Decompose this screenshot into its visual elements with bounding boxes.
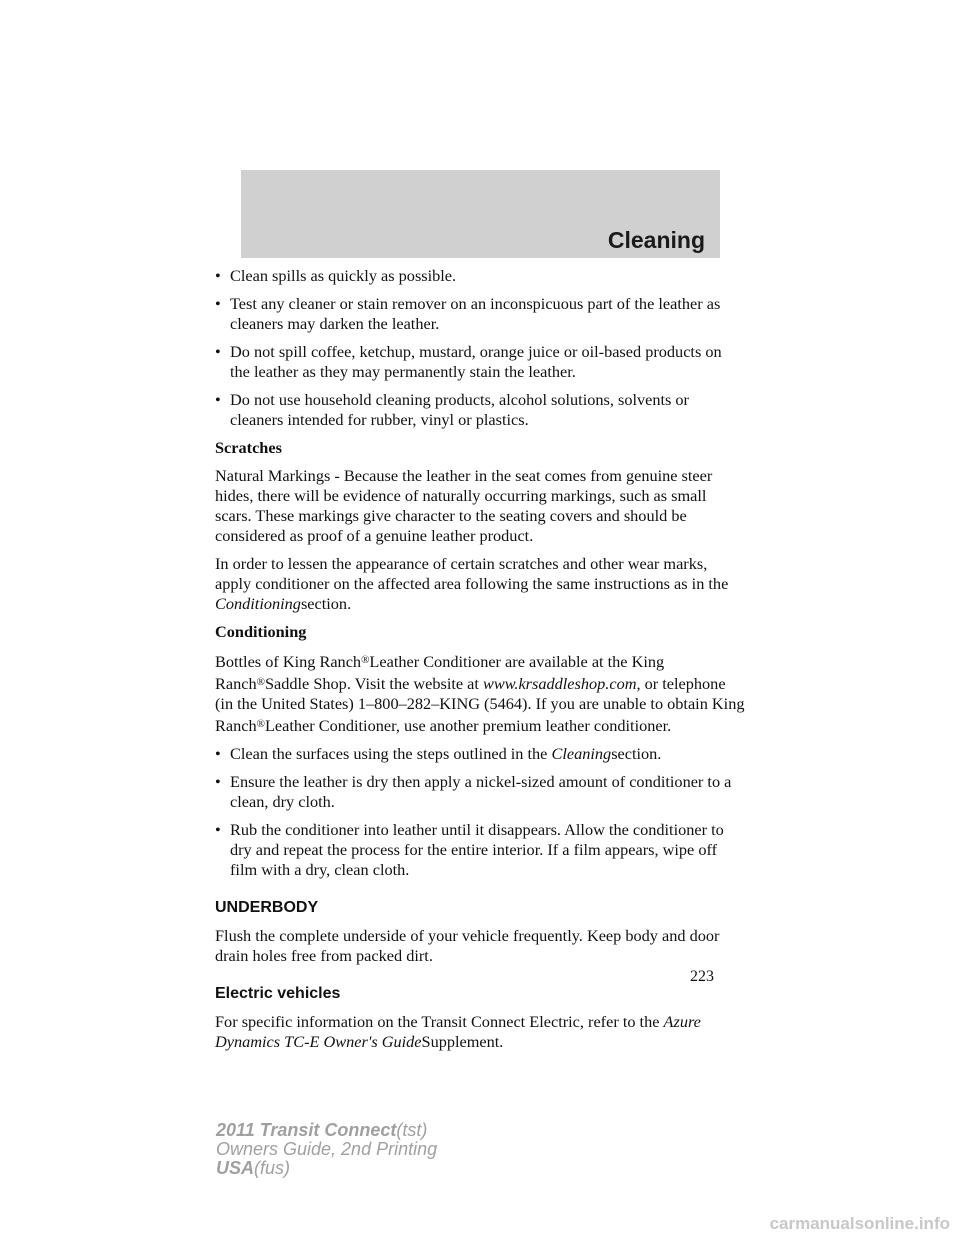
section-header-band [241, 170, 720, 258]
list-item-text: Test any cleaner or stain remover on an inconspicuous part of the leather as cleaners may darken the leather. [230, 294, 721, 333]
bullet-icon: • [215, 294, 221, 313]
list-item [215, 820, 745, 880]
scratches-p2-text: In order to lessen the appearance of certain scratches and other wear marks, apply conditioner on the affected area following the same instructions as in the [215, 554, 729, 593]
list-item [215, 342, 745, 382]
bullet-icon: • [215, 744, 221, 763]
list-item-text: Do not use household cleaning products, alcohol solutions, solvents or cleaners intended for rubber, vinyl or plastics. [230, 390, 689, 429]
electric-vehicles-paragraph [215, 1012, 745, 1052]
bullet-text: Clean the surfaces using the steps outlined in the [230, 744, 552, 763]
electric-text: For specific information on the Transit Connect Electric, refer to the [215, 1012, 664, 1031]
electric-text-tail: Supplement. [421, 1032, 504, 1051]
conditioning-reference: Conditioning [215, 594, 301, 613]
registered-mark: ® [256, 718, 265, 730]
list-item-text: Ensure the leather is dry then apply a nickel-sized amount of conditioner to a clean, dry cloth. [230, 772, 732, 811]
page-body [215, 266, 745, 1060]
conditioning-text-4: , or telephone (in the United States) 1–800–282–KING (5464). If you are unable to obtain King Ranch [215, 674, 745, 735]
list-item-text: Clean spills as quickly as possible. [230, 266, 457, 285]
bullet-icon: • [215, 390, 221, 409]
bullet-icon: • [215, 342, 221, 361]
conditioning-text-2: Leather Conditioner are available at the King Ranch [215, 652, 665, 693]
list-item [215, 390, 745, 430]
cleaning-reference: Cleaning [551, 744, 612, 763]
list-item [215, 744, 745, 764]
website-link[interactable]: www.krsaddleshop.com [483, 674, 637, 693]
bullet-icon: • [215, 820, 221, 839]
footer-line-1 [216, 1121, 437, 1140]
underbody-paragraph: Flush the complete underside of your vehicle frequently. Keep body and door drain holes free from packed dirt. [215, 926, 720, 965]
footer-model: 2011 Transit Connect [216, 1120, 397, 1140]
conditioning-paragraph [215, 650, 745, 736]
list-item-text: Rub the conditioner into leather until it disappears. Allow the conditioner to dry and repeat the process for the entire interior. If a film appears, wipe off film with a dry, clean cloth. [230, 820, 724, 879]
list-item-text: Do not spill coffee, ketchup, mustard, orange juice or oil-based products on the leather as they may permanently stain the leather. [230, 342, 722, 381]
scratches-p2-tail: section. [300, 594, 352, 613]
print-footer [216, 1121, 437, 1178]
bullet-text-tail: section. [611, 744, 662, 763]
conditioning-text-1: Bottles of King Ranch [215, 652, 362, 671]
section-title: Cleaning [607, 227, 705, 253]
bullet-icon: • [215, 266, 221, 285]
footer-line-3 [216, 1159, 437, 1178]
list-item [215, 294, 745, 334]
underbody-heading: UNDERBODY [215, 899, 319, 916]
list-item-text [230, 744, 661, 763]
conditioning-heading: Conditioning [215, 622, 307, 641]
list-item [215, 266, 745, 286]
list-item [215, 772, 745, 812]
registered-mark: ® [361, 654, 370, 666]
bullet-icon: • [215, 772, 221, 791]
footer-market-code: (fus) [254, 1158, 291, 1178]
watermark: carmanualsonline.info [769, 1214, 950, 1233]
scratches-paragraph-2 [215, 554, 745, 614]
footer-model-code: (tst) [396, 1120, 428, 1140]
conditioning-text-5: Leather Conditioner, use another premium leather conditioner. [264, 716, 672, 735]
page-number: 223 [690, 968, 714, 985]
supplement-reference: Azure Dynamics TC-E Owner's Guide [215, 1012, 701, 1051]
registered-mark: ® [256, 676, 265, 688]
electric-vehicles-heading: Electric vehicles [215, 985, 341, 1002]
footer-line-2: Owners Guide, 2nd Printing [216, 1139, 438, 1159]
scratches-heading: Scratches [215, 438, 282, 457]
scratches-paragraph-1: Natural Markings - Because the leather in the seat comes from genuine steer hides, there will be evidence of naturally occurring markings, such as small scars. These markings give character to the seating covers and should be considered as proof of a genuine leather product. [215, 466, 713, 545]
footer-market: USA [216, 1158, 255, 1178]
conditioning-text-3: Saddle Shop. Visit the website at [264, 674, 484, 693]
